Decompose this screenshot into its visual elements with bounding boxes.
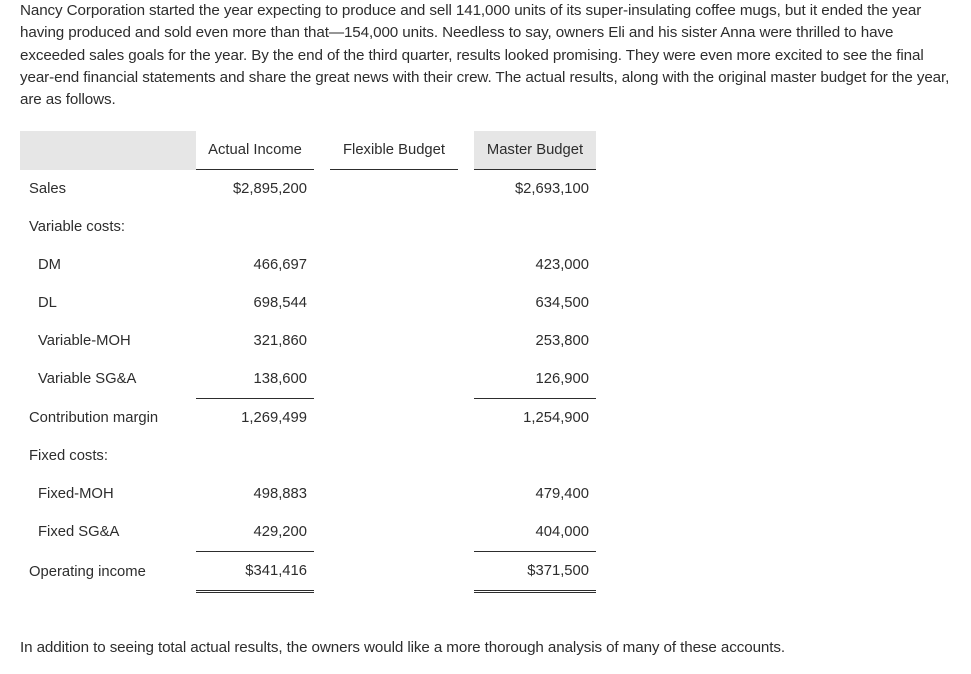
- table-row-variable-sga: [20, 360, 596, 399]
- table-row-fixed-moh: [20, 475, 596, 513]
- flexible-value: [330, 360, 458, 399]
- flexible-value: [330, 208, 458, 246]
- flexible-value: [330, 437, 458, 475]
- row-label: DM: [38, 257, 62, 273]
- flexible-value: [330, 513, 458, 552]
- table-row-variable-costs: [20, 208, 596, 246]
- row-label: Variable-MOH: [38, 333, 131, 349]
- row-label: Fixed-MOH: [38, 486, 114, 502]
- row-label: Fixed costs:: [29, 448, 108, 464]
- row-label: Contribution margin: [29, 409, 159, 426]
- master-value: 1,254,900: [523, 410, 589, 426]
- actual-value: 498,883: [253, 486, 307, 502]
- actual-value: [196, 208, 314, 246]
- actual-value: [196, 437, 314, 475]
- row-label: Variable costs:: [29, 219, 125, 235]
- table-row-sales: [20, 170, 596, 209]
- master-value: 253,800: [535, 333, 589, 349]
- actual-value: 466,697: [253, 257, 307, 273]
- intro-paragraph: Nancy Corporation started the year expecting to produce and sell 141,000 units of its super-insulating coffee mugs, but it ended the year having produced and sold even more than that—154,000 units. Needless to say, owners Eli and his sister Anna were thrilled to have exceeded sales goals for the year. By the end of the third quarter, results looked promising. They were even more excited to see the final year-end financial statements and share the great news with their crew. The actual results, along with the original master budget for the year, are as follows.: [20, 2, 950, 109]
- master-value: $2,693,100: [514, 181, 589, 197]
- master-value: 479,400: [535, 486, 589, 502]
- master-value: [474, 437, 596, 475]
- header-actual-income: Actual Income: [196, 131, 314, 170]
- master-value: 126,900: [474, 360, 596, 399]
- master-value: 634,500: [535, 295, 589, 311]
- table-row-dm: [20, 246, 596, 284]
- table-row-fixed-sga: [20, 513, 596, 552]
- actual-value: 138,600: [196, 360, 314, 399]
- table-row-contribution-margin: [20, 399, 596, 438]
- table-row-operating-income: [20, 552, 596, 592]
- actual-value: 321,860: [253, 333, 307, 349]
- actual-value: 429,200: [196, 513, 314, 552]
- table-row-variable-moh: [20, 322, 596, 360]
- row-label: DL: [38, 295, 57, 311]
- table-header-row: [20, 131, 596, 170]
- master-value: $371,500: [474, 552, 596, 592]
- flexible-value: [330, 246, 458, 284]
- flexible-value: [330, 322, 458, 360]
- master-value: 423,000: [535, 257, 589, 273]
- actual-value: $2,895,200: [232, 181, 307, 197]
- header-label-cell: [20, 131, 196, 170]
- budget-table: [20, 131, 596, 593]
- actual-value: 1,269,499: [241, 410, 307, 426]
- row-label: Operating income: [29, 563, 146, 580]
- actual-value: 698,544: [253, 295, 307, 311]
- flexible-value: [330, 475, 458, 513]
- flexible-value: [330, 399, 458, 438]
- footer-paragraph: In addition to seeing total actual results, the owners would like a more thorough analysis of many of these accounts.: [20, 639, 785, 656]
- row-label: Fixed SG&A: [38, 524, 120, 541]
- table-row-dl: [20, 284, 596, 322]
- row-label: Sales: [29, 180, 67, 197]
- table-row-fixed-costs: [20, 437, 596, 475]
- flexible-value: [330, 170, 458, 209]
- header-flexible-budget: Flexible Budget: [330, 131, 458, 170]
- flexible-value: [330, 552, 458, 592]
- row-label: Variable SG&A: [38, 371, 137, 388]
- actual-value: $341,416: [196, 552, 314, 592]
- flexible-value: [330, 284, 458, 322]
- master-value: [474, 208, 596, 246]
- header-master-budget: Master Budget: [474, 131, 596, 170]
- master-value: 404,000: [474, 513, 596, 552]
